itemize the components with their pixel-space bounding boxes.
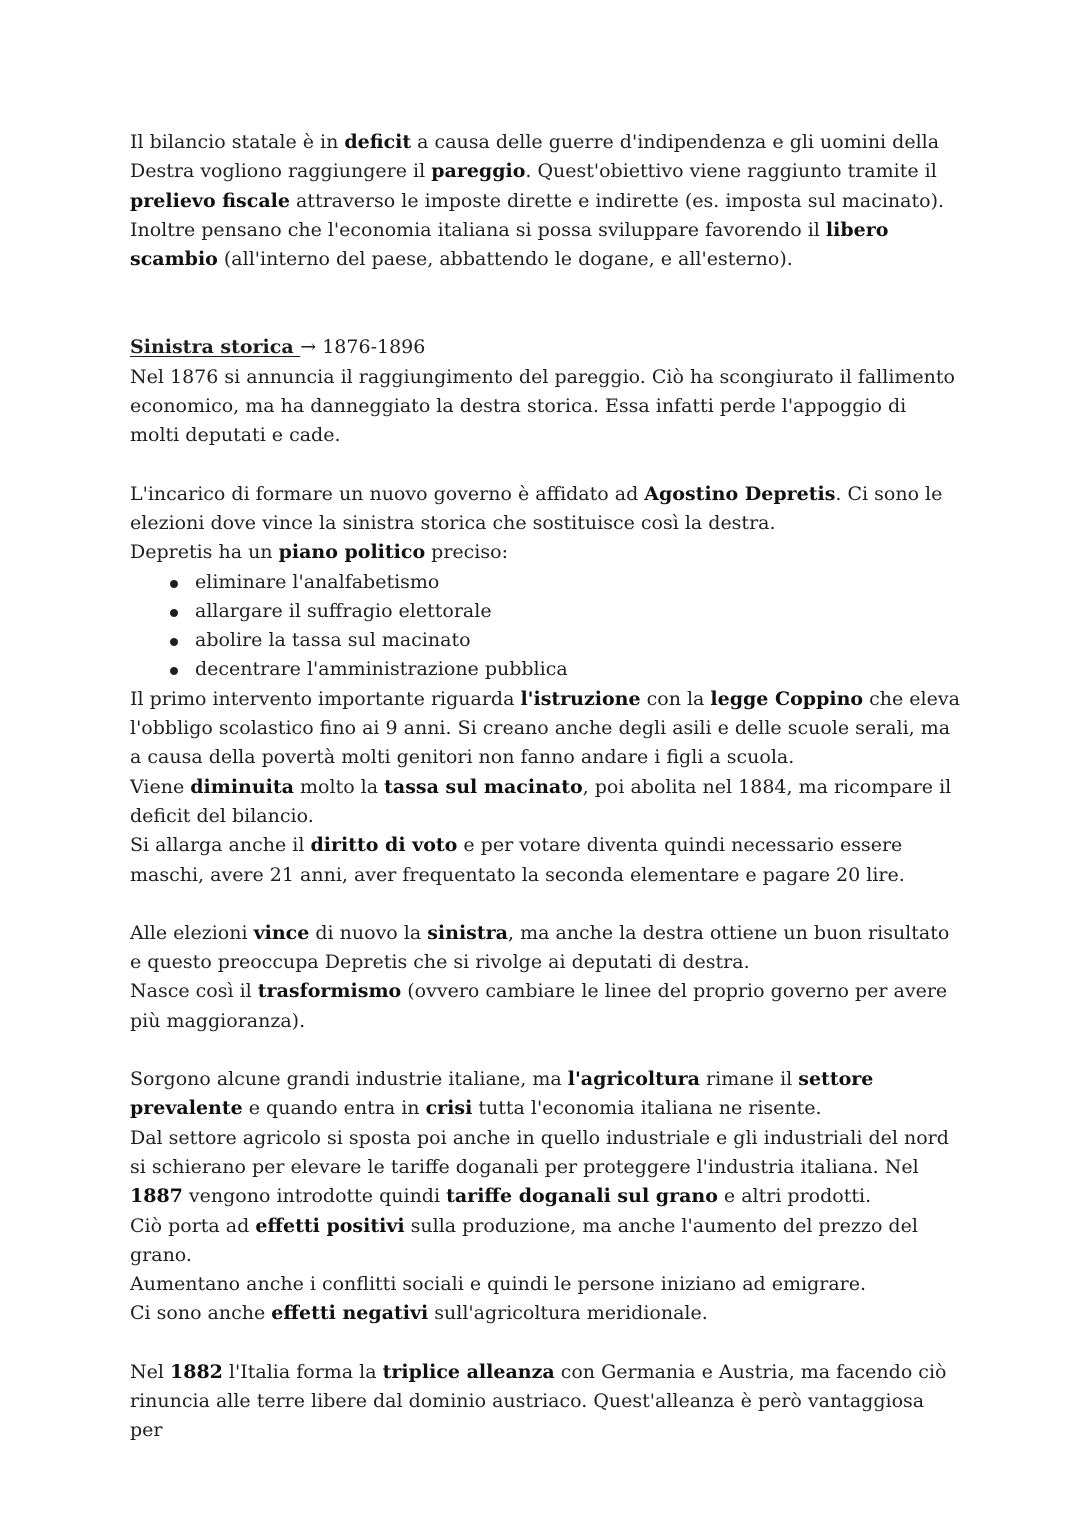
bold-text: tariffe doganali sul grano <box>446 1185 718 1208</box>
paragraph-effetti-positivi <box>130 1212 960 1271</box>
bold-text: tassa sul macinato <box>384 775 583 798</box>
text-run: Depretis ha un <box>130 541 279 564</box>
paragraph-macinato <box>130 773 960 832</box>
text-run: molto la <box>294 775 385 798</box>
list-item: decentrare l'amministrazione pubblica <box>170 655 960 684</box>
bold-text: diminuita <box>190 775 294 798</box>
text-run: Il primo intervento importante riguarda <box>130 687 521 710</box>
text-run: attraverso le imposte dirette e indirette (es. imposta sul macinato). Inoltre pensano che l'economia italiana si possa sviluppare favorendo il <box>130 189 945 241</box>
text-run: Sorgono alcune grandi industrie italiane, ma <box>130 1068 568 1091</box>
paragraph-trasformismo <box>130 977 960 1036</box>
text-run: , poi abolita nel 1884, ma ricompare il deficit del bilancio. <box>130 775 952 827</box>
text-run: L'incarico di formare un nuovo governo è affidato ad <box>130 482 645 505</box>
section-heading <box>130 333 960 362</box>
list-item: eliminare l'analfabetismo <box>170 568 960 597</box>
text-run: , ma anche la destra ottiene un buon risultato e questo preoccupa Depretis che si rivolge ai deputati di destra. <box>130 921 950 974</box>
text-run: di nuovo la <box>309 921 428 944</box>
text-run: con Germania e Austria, ma facendo ciò rinuncia alle terre libere dal dominio austriaco. Quest'alleanza è però vantaggiosa per <box>130 1360 947 1442</box>
paragraph-piano-politico <box>130 538 960 567</box>
text-run: vengono introdotte quindi <box>182 1185 447 1208</box>
text-run: tutta l'economia italiana ne risente. <box>472 1097 822 1120</box>
bold-text: triplice alleanza <box>382 1360 555 1383</box>
text-run: Alle elezioni <box>130 921 254 944</box>
arrow-icon: → <box>300 336 317 359</box>
text-run: Nel <box>130 1360 170 1383</box>
text-run: sull'agricoltura meridionale. <box>428 1302 708 1325</box>
paragraph-voto <box>130 831 960 890</box>
bold-text: sinistra <box>427 921 508 944</box>
bold-text: crisi <box>425 1097 473 1120</box>
text-run: Ci sono anche <box>130 1302 272 1325</box>
text-run: preciso: <box>425 541 508 564</box>
bold-text: prelievo fiscale <box>130 189 290 212</box>
bold-text: pareggio <box>431 160 526 183</box>
bold-text: 1882 <box>170 1360 223 1383</box>
text-run: l'Italia forma la <box>222 1360 383 1383</box>
paragraph-bilancio <box>130 128 960 274</box>
text-run: Il bilancio statale è in <box>130 131 345 153</box>
paragraph-depretis <box>130 480 960 539</box>
paragraph-tariffe <box>130 1124 960 1212</box>
section-dates: 1876-1896 <box>316 336 426 359</box>
paragraph-effetti-negativi <box>130 1299 960 1328</box>
bold-text: settore prevalente <box>130 1068 874 1120</box>
section-title: Sinistra storica <box>130 336 301 359</box>
bold-text: trasformismo <box>257 980 402 1003</box>
text-run: . Quest'obiettivo viene raggiunto tramite il <box>525 160 937 183</box>
text-run: a causa delle guerre d'indipendenza e gli uomini della Destra vogliono raggiungere il <box>130 131 940 183</box>
text-run: Si allarga anche il <box>130 834 311 857</box>
bold-text: Agostino Depretis <box>644 482 836 505</box>
list-item: abolire la tassa sul macinato <box>170 626 960 655</box>
bold-text: effetti positivi <box>255 1214 405 1237</box>
bold-text: vince <box>253 921 310 944</box>
text-run: Dal settore agricolo si sposta poi anche in quello industriale e gli industriali del nord si schierano per elevare le tariffe doganali per proteggere l'industria italiana. Nel <box>130 1126 949 1178</box>
text-run: rimane il <box>700 1068 799 1091</box>
paragraph-triplice-alleanza <box>130 1358 960 1446</box>
bold-text: piano politico <box>278 541 426 564</box>
document-page <box>130 128 960 1446</box>
paragraph-elezioni <box>130 919 960 978</box>
paragraph-industrie <box>130 1065 960 1124</box>
paragraph-istruzione <box>130 685 960 773</box>
bullet-list <box>130 568 960 685</box>
text-run: con la <box>640 687 711 710</box>
bold-text: libero scambio <box>130 218 889 271</box>
bold-text: l'agricoltura <box>567 1068 700 1091</box>
text-run: Nasce così il <box>130 980 258 1003</box>
text-run: che eleva l'obbligo scolastico fino ai 9 anni. Si creano anche degli asili e delle scuole serali, ma a causa della povertà molti genitori non fanno andare i figli a scuola. <box>130 687 960 769</box>
text-run: Ciò porta ad <box>130 1214 256 1237</box>
list-item: allargare il suffragio elettorale <box>170 597 960 626</box>
text-run: sulla produzione, ma anche l'aumento del prezzo del grano. <box>130 1214 918 1266</box>
text-run: (ovvero cambiare le linee del proprio governo per avere più maggioranza). <box>130 980 948 1032</box>
bold-text: effetti negativi <box>271 1302 429 1325</box>
text-run: e quando entra in <box>242 1097 426 1120</box>
text-run: Viene <box>130 775 191 798</box>
text-run: . Ci sono le elezioni dove vince la sinistra storica che sostituisce così la destra. <box>130 482 943 534</box>
paragraph-pareggio <box>130 363 960 451</box>
paragraph-emigrazione <box>130 1270 960 1299</box>
text-run: Aumentano anche i conflitti sociali e quindi le persone iniziano ad emigrare. <box>130 1273 867 1296</box>
text-run: (all'interno del paese, abbattendo le dogane, e all'esterno). <box>217 248 793 271</box>
bold-text: legge Coppino <box>710 687 864 710</box>
bold-text: diritto di voto <box>310 834 458 857</box>
text-run: Nel 1876 si annuncia il raggiungimento del pareggio. Ciò ha scongiurato il fallimento economico, ma ha danneggiato la destra storica. Essa infatti perde l'appoggio di molti deputati e cade. <box>130 365 955 447</box>
text-run: e per votare diventa quindi necessario essere maschi, avere 21 anni, aver frequentato la seconda elementare e pagare 20 lire. <box>130 834 905 886</box>
text-run: e altri prodotti. <box>717 1185 872 1208</box>
bold-text: deficit <box>344 131 412 153</box>
bold-text: l'istruzione <box>520 687 641 710</box>
bold-text: 1887 <box>130 1185 183 1208</box>
